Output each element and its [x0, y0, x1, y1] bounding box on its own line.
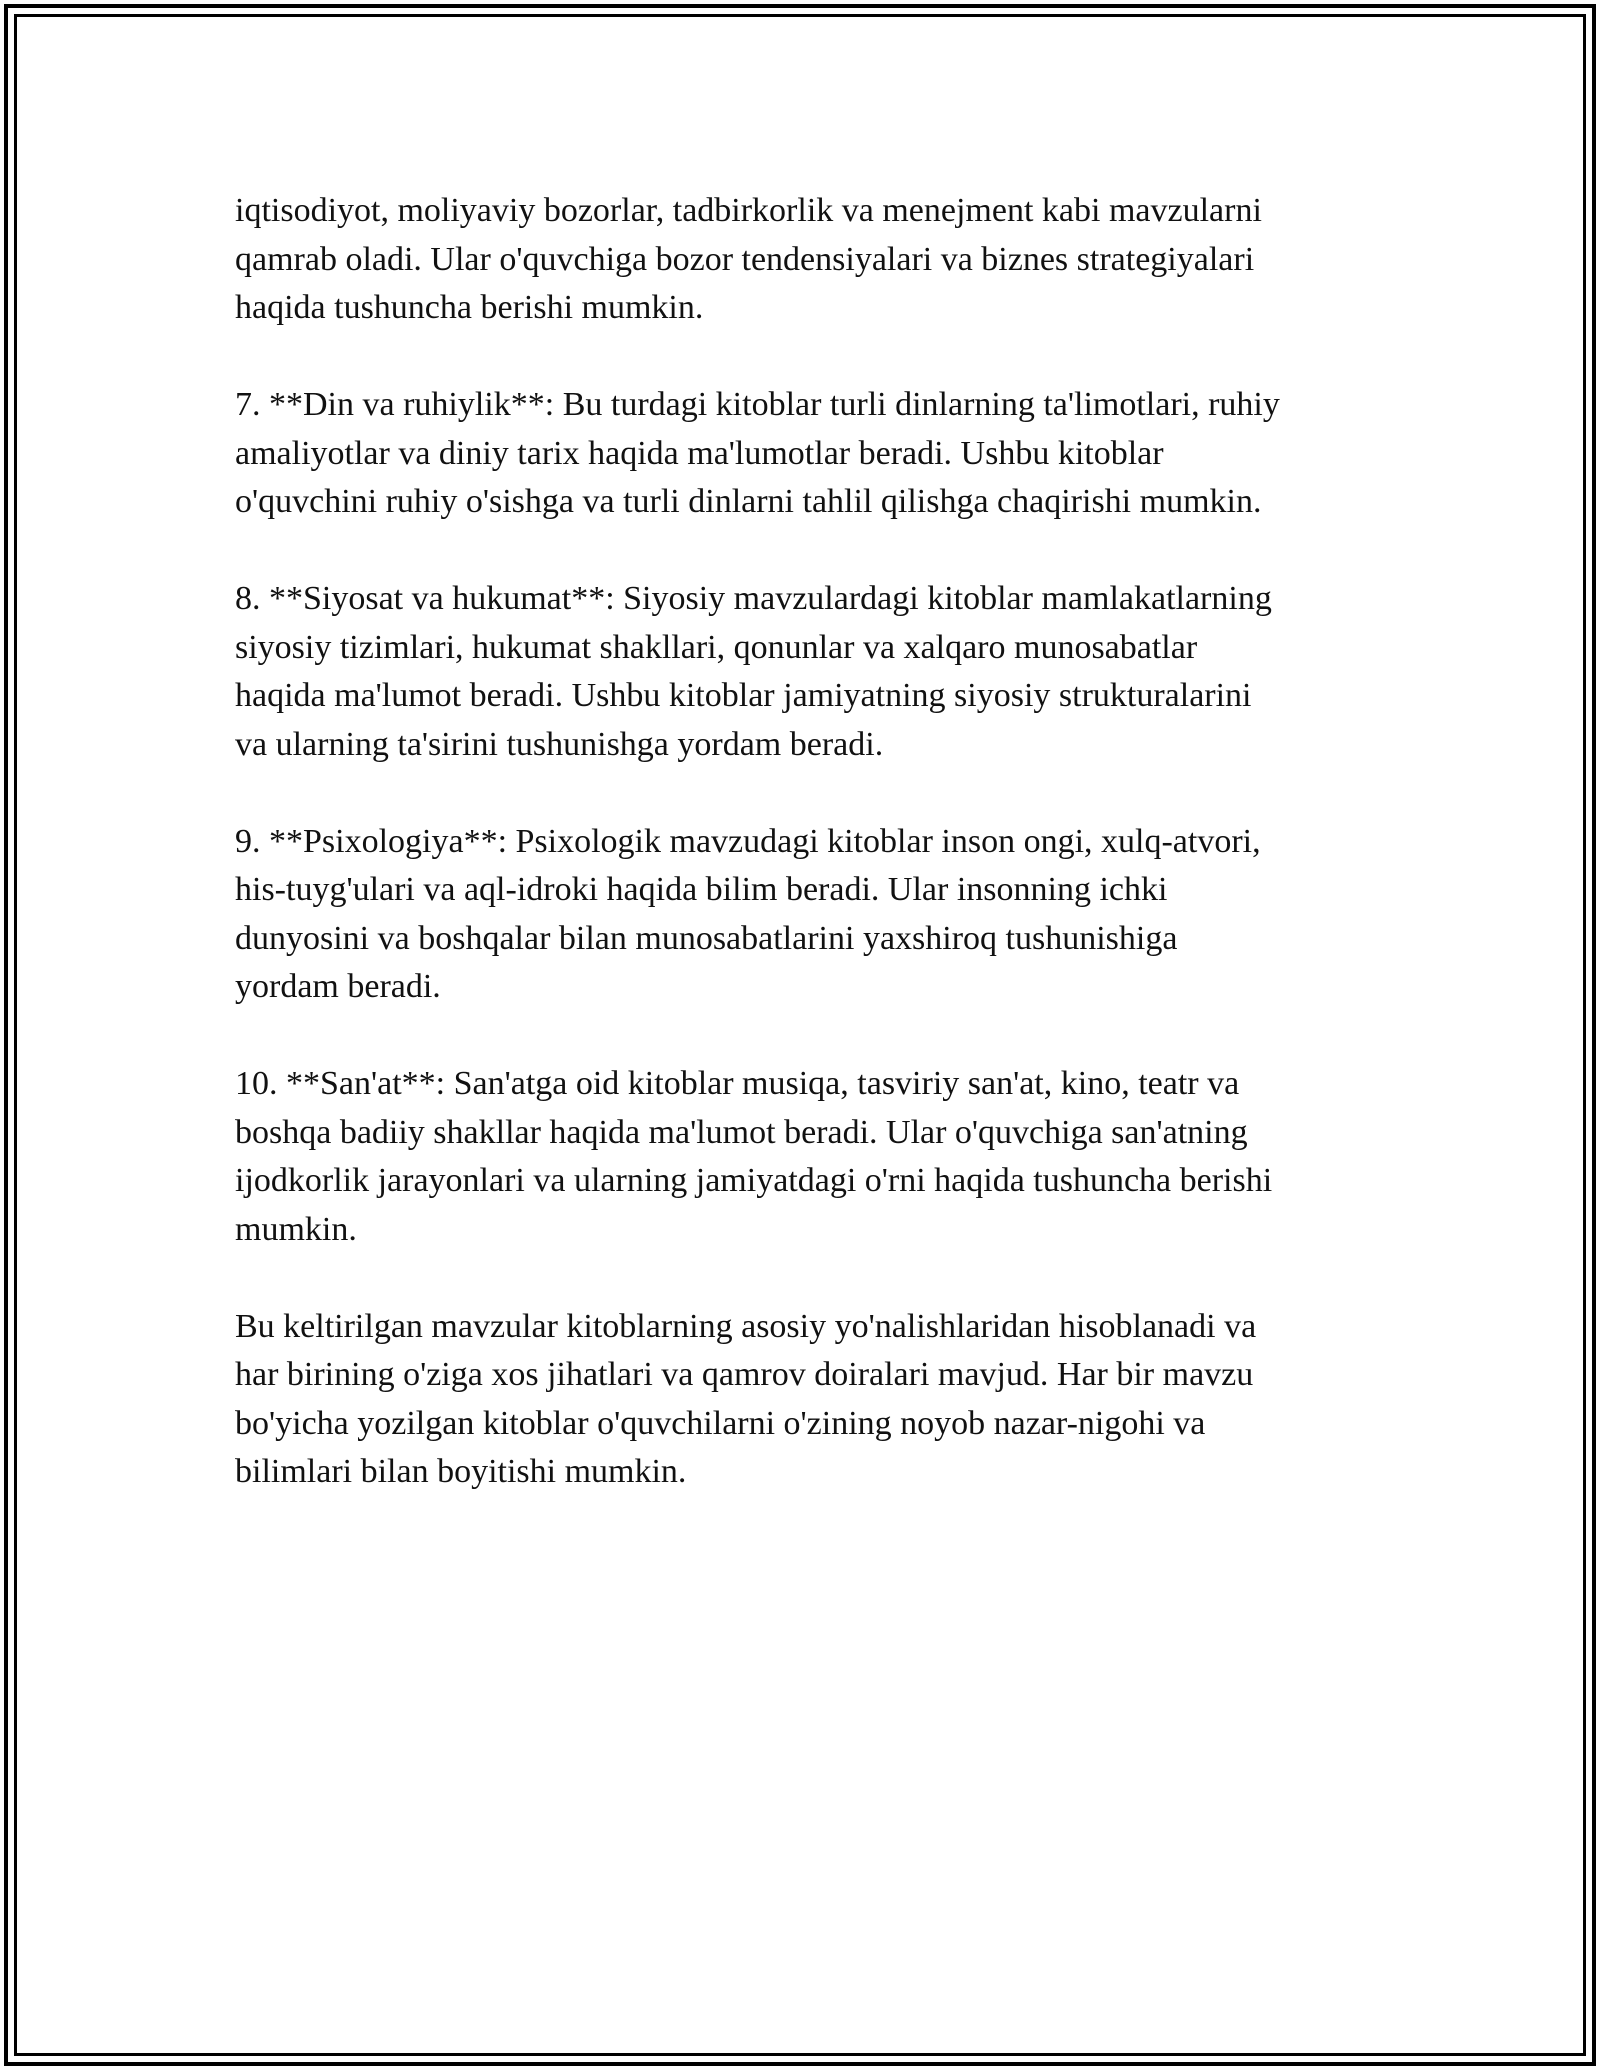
paragraph-religion: 7. **Din va ruhiylik**: Bu turdagi kitoblar turli dinlarning ta'limotlari, ruhiy amaliyotlar va diniy tarix haqida ma'lumotlar beradi. Ushbu kitoblar o'quvchini ruhiy o'sishga va turli dinlarni tahlil qilishga chaqirishi mumkin. — [235, 386, 1280, 520]
paragraph-economics-continued: iqtisodiyot, moliyaviy bozorlar, tadbirkorlik va menejment kabi mavzularni qamrab oladi. Ular o'quvchiga bozor tendensiyalari va biznes strategiyalari haqida tushuncha berishi mumkin. — [235, 192, 1262, 326]
paragraph-politics: 8. **Siyosat va hukumat**: Siyosiy mavzulardagi kitoblar mamlakatlarning siyosiy tizimlari, hukumat shakllari, qonunlar va xalqaro munosabatlar haqida ma'lumot beradi. Ushbu kitoblar jamiyatning siyosiy strukturalarini va ularning ta'sirini tushunishga yordam beradi. — [235, 580, 1272, 763]
paragraph-conclusion: Bu keltirilgan mavzular kitoblarning asosiy yo'nalishlaridan hisoblanadi va har birining o'ziga xos jihatlari va qamrov doiralari mavjud. Har bir mavzu bo'yicha yozilgan kitoblar o'quvchilarni o'zining noyob nazar-nigohi va bilimlari bilan boyitishi mumkin. — [235, 1307, 1257, 1490]
paragraph-art: 10. **San'at**: San'atga oid kitoblar musiqa, tasviriy san'at, kino, teatr va boshqa badiiy shakllar haqida ma'lumot beradi. Ular o'quvchiga san'atning ijodkorlik jarayonlari va ularning jamiyatdagi o'rni haqida tushuncha berishi mumkin. — [235, 1065, 1273, 1248]
paragraph-psychology: 9. **Psixologiya**: Psixologik mavzudagi kitoblar inson ongi, xulq-atvori, his-tuyg'ulari va aql-idroki haqida bilim beradi. Ular insonning ichki dunyosini va boshqalar bilan munosabatlarini yaxshiroq tushunishiga yordam beradi. — [235, 822, 1261, 1005]
document-body — [235, 187, 1435, 1545]
